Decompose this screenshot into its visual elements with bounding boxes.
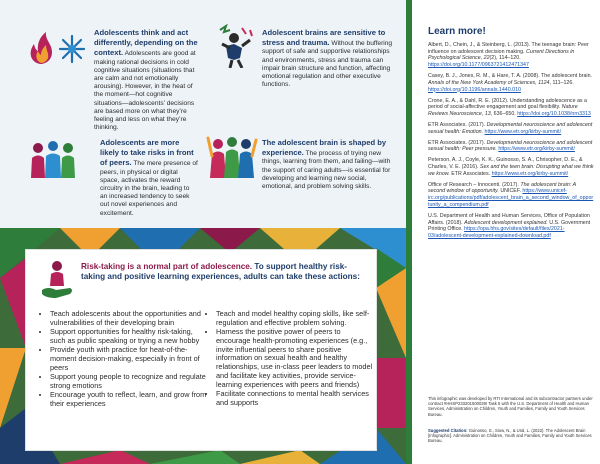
ref-link[interactable]: https://www.etr.org/kirby-summit/ — [484, 128, 562, 135]
ref-link[interactable]: https://opa.hhs.gov/sites/default/files/2021-03/adolescent-development-explained-download.pdf — [428, 226, 565, 239]
disclaimer: This infographic was developed by RTI International and its subcontractor partners under contract #HHSP233201500039I Task 5 with the U.S. Department of Health and Human Services, Administration on Children, Youth and Families, Family and Youth Services Bureau. — [428, 396, 593, 417]
ref-title: Developmental neuroscience and adolescent sexual health: Emotion. — [428, 121, 593, 135]
actions-card — [26, 250, 376, 450]
citation-label: Suggested Citation: — [428, 428, 468, 433]
fact-body: The process of trying new things, learning from them, and failing—with the support of caring adults—is essential for developing and learning new social, emotional, and problem solving skills. — [262, 150, 391, 191]
actions-list-right — [206, 310, 376, 408]
ref-title: Adolescent development explained. — [464, 219, 548, 226]
ref-text: , 111–126. — [549, 79, 574, 86]
fact-block — [262, 28, 396, 89]
ref-text: U.S. Government Printing Office. — [428, 219, 591, 233]
card-heading-line2: To support healthy risk-taking and positive learning experiences, adults can take these actions: — [81, 262, 360, 281]
ref-text: (2), 114–120. — [489, 55, 521, 62]
action-item: • Support opportunities for healthy risk-taking, such as public speaking or trying a new hobby — [50, 328, 210, 346]
ref-text: ETR Associates. (2017). — [428, 121, 487, 128]
fact-body: Without the buffering support of safe and supportive relationships and environments, stress and trauma can impair brain structure and function, affecting emotional regulation and other executive functions. — [262, 40, 393, 89]
actions-list-left — [40, 310, 210, 409]
learn-more-panel — [412, 0, 600, 464]
fact-block — [100, 138, 198, 218]
ref-link[interactable]: https://www.etr.org/kirby-summit/ — [491, 170, 569, 177]
ref-link[interactable]: https://doi.org/10.1177/0963721412471347 — [428, 62, 529, 69]
action-item: • Teach and model healthy coping skills, like self-regulation and effective problem solving. — [216, 310, 376, 328]
reference-item — [428, 182, 594, 209]
ref-text: Office of Research – Innocenti. (2017). — [428, 181, 521, 188]
flame-snowflake-icon — [26, 30, 88, 66]
ref-title: Sex and the teen brain: Disrupting what we think we know. — [428, 164, 594, 177]
ref-link[interactable]: https://www.unicef-irc.org/publications/pdf/adolescent_brain_a_second_window_of_opportunity_a_compendium.pdf — [428, 188, 594, 208]
reference-item — [428, 157, 594, 177]
ref-text: ETR Associates. (2017). — [428, 139, 487, 146]
reference-item — [428, 140, 594, 153]
action-item: • Harness the positive power of peers to encourage health-promoting experiences (e.g., invite influential peers to share positive information on sexual health and healthy relationships, use in-class peer leaders to model and facilitate key activities, provide service-learning experiences with peers and friends) — [216, 328, 376, 390]
action-item: • Teach adolescents about the opportunities and vulnerabilities of their developing brain — [50, 310, 210, 328]
fact-body: The mere presence of peers, in physical or digital space, activates the reward circuitry in the brain, leading to an increased tendency to seek out novel experiences and excitement. — [100, 160, 198, 217]
ref-title: Developmental neuroscience and adolescent sexual health: Peer pressure. — [428, 139, 593, 153]
peer-group-icon — [28, 138, 78, 180]
fact-body: Adolescents are good at making rational decisions in cold cognitive situations (situations that are calm and not emotionally arousing). However, in the heat of the moment—hot cognitive situations—adolescents’ decisions are based more on what they’re feeling and less on what they’re thinking. — [94, 50, 196, 132]
reference-item — [428, 213, 594, 240]
ref-title: The adolescent brain: A second window of opportunity. — [428, 181, 576, 195]
fact-title: Adolescents are more likely to take risks in front of peers. — [100, 138, 194, 168]
ref-link[interactable]: https://doi.org/10.1196/annals.1440.010 — [428, 86, 521, 93]
fact-block — [262, 138, 396, 191]
action-item: • Encourage youth to reflect, learn, and grow from their experiences — [50, 391, 210, 409]
card-heading — [81, 262, 366, 282]
reference-item — [428, 73, 594, 93]
ref-title: Annals of the New York Academy of Sciences, 1124 — [428, 79, 550, 86]
action-item: • Facilitate connections to mental health services and supports — [216, 390, 376, 408]
reference-item — [428, 98, 594, 118]
reference-item — [428, 42, 594, 69]
ref-link[interactable]: https://doi.org/10.1038/nrn3313 — [517, 110, 591, 117]
learn-more-title: Learn more! — [428, 26, 486, 37]
ref-title: Nature Reviews Neuroscience, 13 — [428, 104, 578, 117]
suggested-citation — [428, 428, 594, 444]
references-list — [428, 42, 594, 244]
ref-text: Albert, D., Chein, J., & Steinberg, L. (2013). The teenage brain: Peer influence on adolescent decision making. — [428, 42, 589, 55]
action-item: • Support young people to recognize and regulate strong emotions — [50, 373, 210, 391]
youth-group-icon — [206, 134, 258, 180]
ref-text: ETR Associates. — [449, 170, 492, 177]
action-item: • Provide youth with practice for heat-of-the-moment decision-making, especially in front of peers — [50, 346, 210, 372]
ref-title: Current Directions in Psychological Science, 22 — [428, 48, 575, 62]
reference-item — [428, 122, 594, 135]
ref-text: , 636–650. — [490, 110, 518, 117]
fact-block — [94, 28, 198, 132]
ref-text: UNICEF. — [498, 188, 523, 195]
ref-link[interactable]: https://www.etr.org/kirby-summit/ — [498, 146, 575, 153]
citation-text: Guinosso, S., Siow, N., & Ural, L. (2022). The Adolescent Brain [Infographic]. Administration on Children, Youth and Families, Family and Youth Services Bureau. — [428, 428, 592, 444]
ref-text: Crone, E. A., & Dahl, R. E. (2012). Understanding adolescence as a period of social-affective engagement and goal flexibility. — [428, 97, 587, 111]
ref-text: Casey, B. J., Jones, R. M., & Hare, T. A. (2008). The adolescent brain. — [428, 73, 592, 80]
fact-title: Adolescent brains are sensitive to stress and trauma. — [262, 28, 386, 48]
hand-figure-icon — [40, 260, 74, 300]
card-heading-line1: Risk-taking is a normal part of adolescence. — [81, 262, 253, 271]
ref-text: U.S. Department of Health and Human Services, Office of Population Affairs. (2018). — [428, 212, 590, 226]
fact-title: Adolescents think and act differently, depending on the context. — [94, 28, 198, 58]
stress-figure-icon — [212, 24, 260, 68]
ref-text: Peterson, A. J., Coyle, K. K., Guinosso, S. A., Chrisopher, D. E., & Charles, V. E. (2016). — [428, 157, 583, 171]
fact-title: The adolescent brain is shaped by experience. — [262, 138, 387, 158]
